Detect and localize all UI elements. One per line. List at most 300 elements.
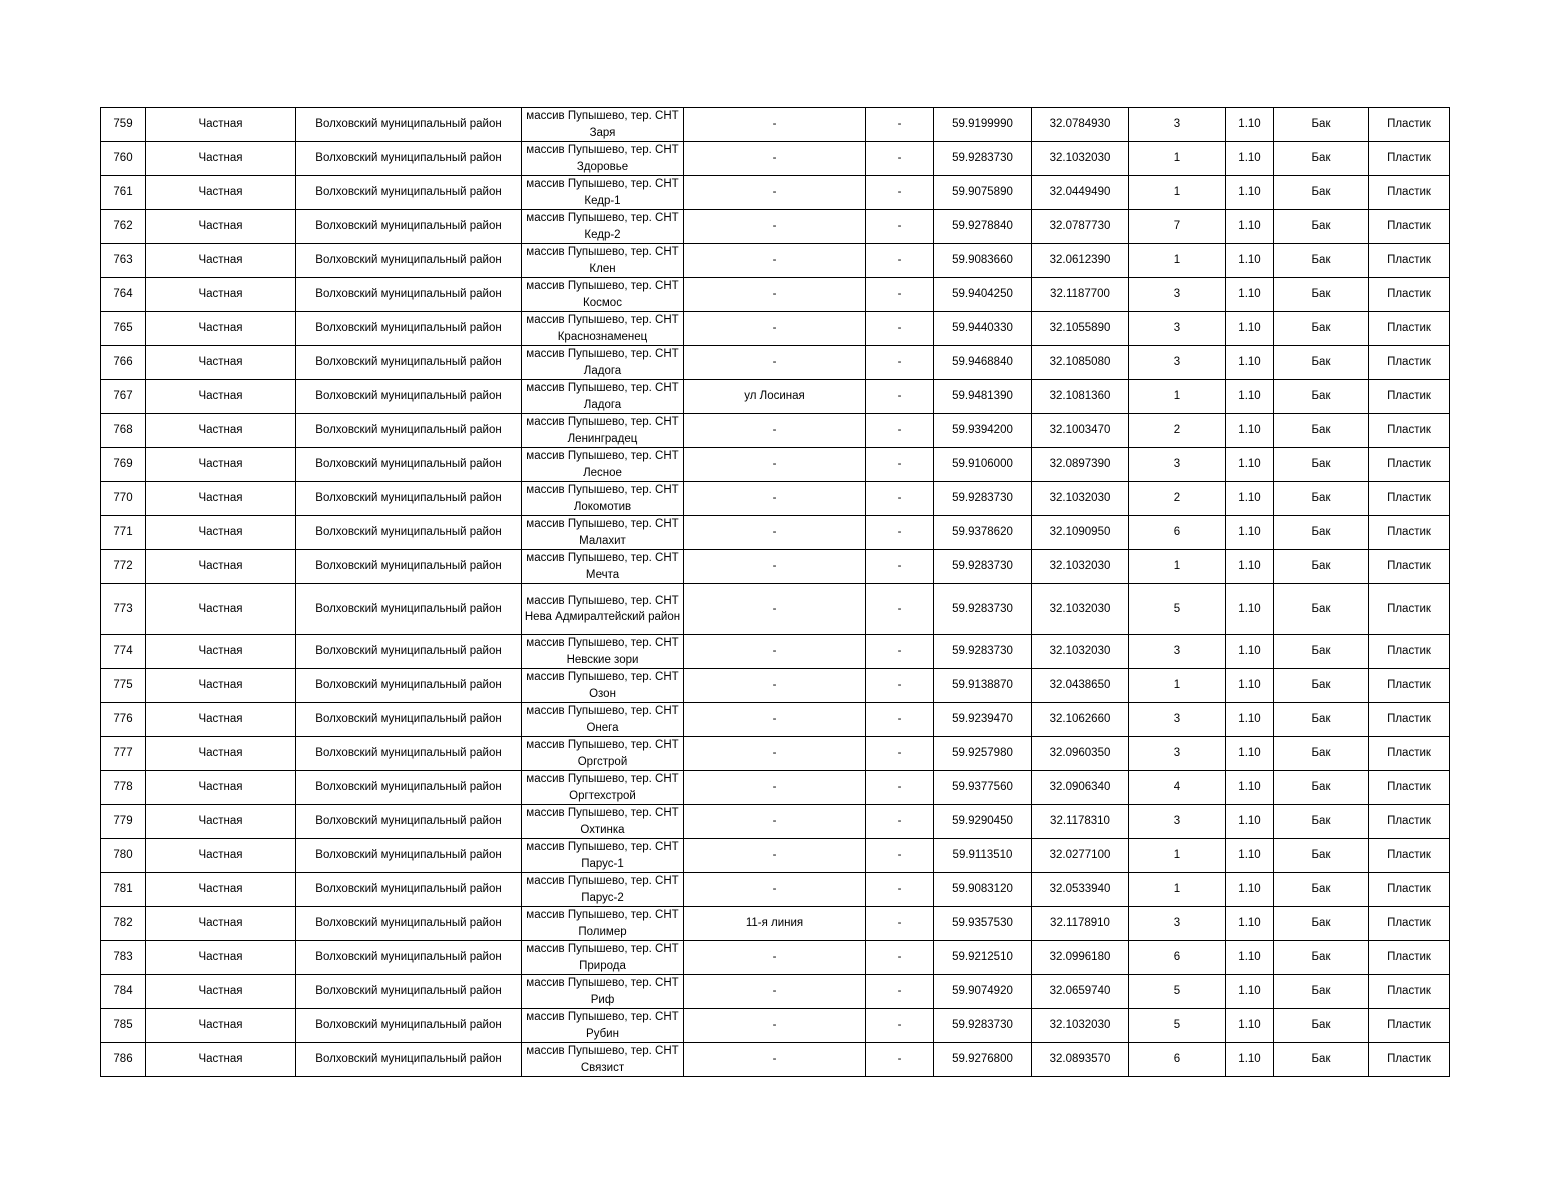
street-cell: -: [684, 448, 866, 482]
house-cell: -: [866, 210, 934, 244]
container-volume-cell: 1.10: [1226, 584, 1274, 635]
latitude-cell: 59.9074920: [934, 975, 1032, 1009]
street-cell: -: [684, 414, 866, 448]
table-row: [101, 414, 1450, 448]
street-cell: -: [684, 635, 866, 669]
container-material-cell: Пластик: [1369, 312, 1450, 346]
street-cell: -: [684, 516, 866, 550]
container-type-cell: Бак: [1274, 584, 1369, 635]
latitude-cell: 59.9283730: [934, 635, 1032, 669]
house-cell: -: [866, 941, 934, 975]
container-material-cell: Пластик: [1369, 771, 1450, 805]
container-count-cell: 6: [1129, 1043, 1226, 1077]
street-cell: -: [684, 873, 866, 907]
container-material-cell: Пластик: [1369, 873, 1450, 907]
house-cell: -: [866, 244, 934, 278]
row-number-cell: 765: [101, 312, 146, 346]
container-type-cell: Бак: [1274, 550, 1369, 584]
district-cell: Волховский муниципальный район: [296, 244, 522, 278]
latitude-cell: 59.9083660: [934, 244, 1032, 278]
table-row: [101, 771, 1450, 805]
address-cell: массив Пупышево, тер. СНТ Природа: [522, 941, 684, 975]
container-type-cell: Бак: [1274, 839, 1369, 873]
container-count-cell: 1: [1129, 873, 1226, 907]
container-material-cell: Пластик: [1369, 737, 1450, 771]
table-row: [101, 703, 1450, 737]
table-row: [101, 873, 1450, 907]
container-type-cell: Бак: [1274, 703, 1369, 737]
table-body: [101, 108, 1450, 1077]
container-type-cell: Бак: [1274, 380, 1369, 414]
street-cell: ул Лосиная: [684, 380, 866, 414]
address-cell: массив Пупышево, тер. СНТ Краснознаменец: [522, 312, 684, 346]
container-volume-cell: 1.10: [1226, 669, 1274, 703]
street-cell: -: [684, 737, 866, 771]
house-cell: -: [866, 805, 934, 839]
longitude-cell: 32.0897390: [1032, 448, 1129, 482]
container-type-cell: Бак: [1274, 448, 1369, 482]
address-cell: массив Пупышево, тер. СНТ Парус-2: [522, 873, 684, 907]
longitude-cell: 32.1032030: [1032, 1009, 1129, 1043]
row-number-cell: 780: [101, 839, 146, 873]
container-type-cell: Бак: [1274, 771, 1369, 805]
ownership-cell: Частная: [146, 635, 296, 669]
latitude-cell: 59.9239470: [934, 703, 1032, 737]
district-cell: Волховский муниципальный район: [296, 278, 522, 312]
ownership-cell: Частная: [146, 210, 296, 244]
row-number-cell: 771: [101, 516, 146, 550]
house-cell: -: [866, 1043, 934, 1077]
row-number-cell: 772: [101, 550, 146, 584]
ownership-cell: Частная: [146, 907, 296, 941]
ownership-cell: Частная: [146, 1009, 296, 1043]
container-volume-cell: 1.10: [1226, 516, 1274, 550]
street-cell: -: [684, 805, 866, 839]
table-row: [101, 669, 1450, 703]
house-cell: -: [866, 312, 934, 346]
container-material-cell: Пластик: [1369, 550, 1450, 584]
district-cell: Волховский муниципальный район: [296, 176, 522, 210]
address-cell: массив Пупышево, тер. СНТ Кедр-2: [522, 210, 684, 244]
container-material-cell: Пластик: [1369, 907, 1450, 941]
ownership-cell: Частная: [146, 737, 296, 771]
row-number-cell: 775: [101, 669, 146, 703]
container-material-cell: Пластик: [1369, 941, 1450, 975]
longitude-cell: 32.0533940: [1032, 873, 1129, 907]
house-cell: -: [866, 1009, 934, 1043]
house-cell: -: [866, 380, 934, 414]
longitude-cell: 32.1032030: [1032, 482, 1129, 516]
container-volume-cell: 1.10: [1226, 975, 1274, 1009]
container-type-cell: Бак: [1274, 1043, 1369, 1077]
container-count-cell: 3: [1129, 448, 1226, 482]
table-row: [101, 278, 1450, 312]
latitude-cell: 59.9199990: [934, 108, 1032, 142]
container-volume-cell: 1.10: [1226, 346, 1274, 380]
container-material-cell: Пластик: [1369, 669, 1450, 703]
district-cell: Волховский муниципальный район: [296, 448, 522, 482]
street-cell: -: [684, 839, 866, 873]
row-number-cell: 770: [101, 482, 146, 516]
latitude-cell: 59.9212510: [934, 941, 1032, 975]
address-cell: массив Пупышево, тер. СНТ Космос: [522, 278, 684, 312]
table-row: [101, 907, 1450, 941]
street-cell: -: [684, 108, 866, 142]
container-material-cell: Пластик: [1369, 244, 1450, 278]
district-cell: Волховский муниципальный район: [296, 805, 522, 839]
table-row: [101, 380, 1450, 414]
row-number-cell: 774: [101, 635, 146, 669]
container-volume-cell: 1.10: [1226, 312, 1274, 346]
district-cell: Волховский муниципальный район: [296, 516, 522, 550]
table-row: [101, 1043, 1450, 1077]
container-count-cell: 1: [1129, 244, 1226, 278]
latitude-cell: 59.9106000: [934, 448, 1032, 482]
row-number-cell: 778: [101, 771, 146, 805]
ownership-cell: Частная: [146, 703, 296, 737]
container-material-cell: Пластик: [1369, 346, 1450, 380]
district-cell: Волховский муниципальный район: [296, 635, 522, 669]
table-row: [101, 805, 1450, 839]
ownership-cell: Частная: [146, 584, 296, 635]
row-number-cell: 785: [101, 1009, 146, 1043]
table-row: [101, 312, 1450, 346]
house-cell: -: [866, 448, 934, 482]
ownership-cell: Частная: [146, 346, 296, 380]
address-cell: массив Пупышево, тер. СНТ Лесное: [522, 448, 684, 482]
street-cell: -: [684, 584, 866, 635]
container-material-cell: Пластик: [1369, 414, 1450, 448]
ownership-cell: Частная: [146, 414, 296, 448]
address-cell: массив Пупышево, тер. СНТ Озон: [522, 669, 684, 703]
latitude-cell: 59.9283730: [934, 142, 1032, 176]
container-volume-cell: 1.10: [1226, 907, 1274, 941]
latitude-cell: 59.9113510: [934, 839, 1032, 873]
address-cell: массив Пупышево, тер. СНТ Клен: [522, 244, 684, 278]
ownership-cell: Частная: [146, 278, 296, 312]
street-cell: -: [684, 278, 866, 312]
ownership-cell: Частная: [146, 771, 296, 805]
table-row: [101, 516, 1450, 550]
container-type-cell: Бак: [1274, 873, 1369, 907]
street-cell: 11-я линия: [684, 907, 866, 941]
latitude-cell: 59.9404250: [934, 278, 1032, 312]
container-volume-cell: 1.10: [1226, 635, 1274, 669]
house-cell: -: [866, 176, 934, 210]
container-count-cell: 3: [1129, 346, 1226, 380]
address-cell: массив Пупышево, тер. СНТ Рубин: [522, 1009, 684, 1043]
ownership-cell: Частная: [146, 244, 296, 278]
container-volume-cell: 1.10: [1226, 482, 1274, 516]
table-row: [101, 975, 1450, 1009]
container-volume-cell: 1.10: [1226, 703, 1274, 737]
row-number-cell: 779: [101, 805, 146, 839]
row-number-cell: 784: [101, 975, 146, 1009]
district-cell: Волховский муниципальный район: [296, 142, 522, 176]
container-volume-cell: 1.10: [1226, 839, 1274, 873]
container-volume-cell: 1.10: [1226, 414, 1274, 448]
address-cell: массив Пупышево, тер. СНТ Локомотив: [522, 482, 684, 516]
container-type-cell: Бак: [1274, 278, 1369, 312]
row-number-cell: 768: [101, 414, 146, 448]
row-number-cell: 782: [101, 907, 146, 941]
container-type-cell: Бак: [1274, 669, 1369, 703]
longitude-cell: 32.1032030: [1032, 142, 1129, 176]
longitude-cell: 32.0996180: [1032, 941, 1129, 975]
address-cell: массив Пупышево, тер. СНТ Оргтехстрой: [522, 771, 684, 805]
house-cell: -: [866, 873, 934, 907]
address-cell: массив Пупышево, тер. СНТ Здоровье: [522, 142, 684, 176]
longitude-cell: 32.1178910: [1032, 907, 1129, 941]
district-cell: Волховский муниципальный район: [296, 975, 522, 1009]
container-material-cell: Пластик: [1369, 839, 1450, 873]
container-volume-cell: 1.10: [1226, 380, 1274, 414]
table-row: [101, 346, 1450, 380]
ownership-cell: Частная: [146, 176, 296, 210]
house-cell: -: [866, 737, 934, 771]
house-cell: -: [866, 346, 934, 380]
district-cell: Волховский муниципальный район: [296, 941, 522, 975]
table-row: [101, 210, 1450, 244]
container-count-cell: 6: [1129, 516, 1226, 550]
address-cell: массив Пупышево, тер. СНТ Охтинка: [522, 805, 684, 839]
latitude-cell: 59.9377560: [934, 771, 1032, 805]
container-material-cell: Пластик: [1369, 210, 1450, 244]
container-type-cell: Бак: [1274, 312, 1369, 346]
container-count-cell: 3: [1129, 907, 1226, 941]
house-cell: -: [866, 584, 934, 635]
container-material-cell: Пластик: [1369, 635, 1450, 669]
house-cell: -: [866, 839, 934, 873]
district-cell: Волховский муниципальный район: [296, 312, 522, 346]
ownership-cell: Частная: [146, 839, 296, 873]
container-count-cell: 7: [1129, 210, 1226, 244]
ownership-cell: Частная: [146, 550, 296, 584]
latitude-cell: 59.9481390: [934, 380, 1032, 414]
container-type-cell: Бак: [1274, 907, 1369, 941]
ownership-cell: Частная: [146, 482, 296, 516]
container-count-cell: 1: [1129, 176, 1226, 210]
district-cell: Волховский муниципальный район: [296, 839, 522, 873]
district-cell: Волховский муниципальный район: [296, 771, 522, 805]
container-volume-cell: 1.10: [1226, 176, 1274, 210]
latitude-cell: 59.9276800: [934, 1043, 1032, 1077]
row-number-cell: 766: [101, 346, 146, 380]
address-cell: массив Пупышево, тер. СНТ Риф: [522, 975, 684, 1009]
address-cell: массив Пупышево, тер. СНТ Онега: [522, 703, 684, 737]
house-cell: -: [866, 482, 934, 516]
house-cell: -: [866, 142, 934, 176]
district-cell: Волховский муниципальный район: [296, 1009, 522, 1043]
table-row: [101, 482, 1450, 516]
row-number-cell: 761: [101, 176, 146, 210]
ownership-cell: Частная: [146, 669, 296, 703]
container-material-cell: Пластик: [1369, 516, 1450, 550]
container-volume-cell: 1.10: [1226, 278, 1274, 312]
longitude-cell: 32.0449490: [1032, 176, 1129, 210]
container-material-cell: Пластик: [1369, 108, 1450, 142]
ownership-cell: Частная: [146, 805, 296, 839]
document-page: [100, 107, 1450, 1077]
container-count-cell: 5: [1129, 1009, 1226, 1043]
container-type-cell: Бак: [1274, 975, 1369, 1009]
latitude-cell: 59.9257980: [934, 737, 1032, 771]
street-cell: -: [684, 1009, 866, 1043]
ownership-cell: Частная: [146, 380, 296, 414]
container-type-cell: Бак: [1274, 244, 1369, 278]
container-volume-cell: 1.10: [1226, 550, 1274, 584]
street-cell: -: [684, 176, 866, 210]
container-volume-cell: 1.10: [1226, 108, 1274, 142]
longitude-cell: 32.1055890: [1032, 312, 1129, 346]
row-number-cell: 769: [101, 448, 146, 482]
latitude-cell: 59.9378620: [934, 516, 1032, 550]
table-row: [101, 635, 1450, 669]
longitude-cell: 32.1085080: [1032, 346, 1129, 380]
longitude-cell: 32.0438650: [1032, 669, 1129, 703]
table-row: [101, 941, 1450, 975]
district-cell: Волховский муниципальный район: [296, 1043, 522, 1077]
street-cell: -: [684, 771, 866, 805]
row-number-cell: 762: [101, 210, 146, 244]
container-count-cell: 4: [1129, 771, 1226, 805]
container-material-cell: Пластик: [1369, 142, 1450, 176]
row-number-cell: 760: [101, 142, 146, 176]
street-cell: -: [684, 482, 866, 516]
longitude-cell: 32.0960350: [1032, 737, 1129, 771]
address-cell: массив Пупышево, тер. СНТ Парус-1: [522, 839, 684, 873]
container-count-cell: 1: [1129, 669, 1226, 703]
row-number-cell: 781: [101, 873, 146, 907]
address-cell: массив Пупышево, тер. СНТ Малахит: [522, 516, 684, 550]
container-material-cell: Пластик: [1369, 176, 1450, 210]
container-material-cell: Пластик: [1369, 975, 1450, 1009]
longitude-cell: 32.1032030: [1032, 584, 1129, 635]
ownership-cell: Частная: [146, 142, 296, 176]
house-cell: -: [866, 108, 934, 142]
street-cell: -: [684, 941, 866, 975]
street-cell: -: [684, 669, 866, 703]
street-cell: -: [684, 142, 866, 176]
ownership-cell: Частная: [146, 1043, 296, 1077]
latitude-cell: 59.9138870: [934, 669, 1032, 703]
house-cell: -: [866, 550, 934, 584]
latitude-cell: 59.9283730: [934, 482, 1032, 516]
row-number-cell: 764: [101, 278, 146, 312]
row-number-cell: 776: [101, 703, 146, 737]
container-type-cell: Бак: [1274, 1009, 1369, 1043]
ownership-cell: Частная: [146, 516, 296, 550]
row-number-cell: 777: [101, 737, 146, 771]
container-material-cell: Пластик: [1369, 703, 1450, 737]
latitude-cell: 59.9290450: [934, 805, 1032, 839]
container-count-cell: 2: [1129, 482, 1226, 516]
container-type-cell: Бак: [1274, 142, 1369, 176]
container-type-cell: Бак: [1274, 482, 1369, 516]
container-material-cell: Пластик: [1369, 278, 1450, 312]
house-cell: -: [866, 414, 934, 448]
house-cell: -: [866, 635, 934, 669]
address-cell: массив Пупышево, тер. СНТ Нева Адмиралтейский район: [522, 584, 684, 635]
table-row: [101, 1009, 1450, 1043]
longitude-cell: 32.1032030: [1032, 635, 1129, 669]
table-row: [101, 176, 1450, 210]
container-type-cell: Бак: [1274, 516, 1369, 550]
longitude-cell: 32.0612390: [1032, 244, 1129, 278]
district-cell: Волховский муниципальный район: [296, 737, 522, 771]
address-cell: массив Пупышево, тер. СНТ Мечта: [522, 550, 684, 584]
container-count-cell: 3: [1129, 278, 1226, 312]
street-cell: -: [684, 346, 866, 380]
district-cell: Волховский муниципальный район: [296, 346, 522, 380]
container-type-cell: Бак: [1274, 805, 1369, 839]
container-material-cell: Пластик: [1369, 805, 1450, 839]
district-cell: Волховский муниципальный район: [296, 584, 522, 635]
container-count-cell: 3: [1129, 805, 1226, 839]
row-number-cell: 786: [101, 1043, 146, 1077]
longitude-cell: 32.0906340: [1032, 771, 1129, 805]
container-count-cell: 5: [1129, 584, 1226, 635]
latitude-cell: 59.9283730: [934, 584, 1032, 635]
longitude-cell: 32.1032030: [1032, 550, 1129, 584]
container-type-cell: Бак: [1274, 635, 1369, 669]
latitude-cell: 59.9394200: [934, 414, 1032, 448]
table-row: [101, 550, 1450, 584]
container-volume-cell: 1.10: [1226, 737, 1274, 771]
ownership-cell: Частная: [146, 448, 296, 482]
container-material-cell: Пластик: [1369, 1009, 1450, 1043]
ownership-cell: Частная: [146, 941, 296, 975]
ownership-cell: Частная: [146, 312, 296, 346]
street-cell: -: [684, 975, 866, 1009]
district-cell: Волховский муниципальный район: [296, 550, 522, 584]
latitude-cell: 59.9440330: [934, 312, 1032, 346]
container-count-cell: 6: [1129, 941, 1226, 975]
table-row: [101, 108, 1450, 142]
container-count-cell: 1: [1129, 550, 1226, 584]
container-volume-cell: 1.10: [1226, 941, 1274, 975]
table-row: [101, 584, 1450, 635]
street-cell: -: [684, 550, 866, 584]
container-volume-cell: 1.10: [1226, 873, 1274, 907]
longitude-cell: 32.0787730: [1032, 210, 1129, 244]
container-volume-cell: 1.10: [1226, 1043, 1274, 1077]
house-cell: -: [866, 278, 934, 312]
container-material-cell: Пластик: [1369, 448, 1450, 482]
address-cell: массив Пупышево, тер. СНТ Ладога: [522, 346, 684, 380]
street-cell: -: [684, 1043, 866, 1077]
street-cell: -: [684, 703, 866, 737]
container-count-cell: 1: [1129, 839, 1226, 873]
container-type-cell: Бак: [1274, 737, 1369, 771]
address-cell: массив Пупышево, тер. СНТ Ленинградец: [522, 414, 684, 448]
container-count-cell: 1: [1129, 380, 1226, 414]
container-count-cell: 3: [1129, 737, 1226, 771]
row-number-cell: 773: [101, 584, 146, 635]
house-cell: -: [866, 975, 934, 1009]
container-type-cell: Бак: [1274, 108, 1369, 142]
container-count-cell: 5: [1129, 975, 1226, 1009]
longitude-cell: 32.1178310: [1032, 805, 1129, 839]
container-volume-cell: 1.10: [1226, 244, 1274, 278]
container-count-cell: 2: [1129, 414, 1226, 448]
container-volume-cell: 1.10: [1226, 805, 1274, 839]
longitude-cell: 32.0893570: [1032, 1043, 1129, 1077]
house-cell: -: [866, 669, 934, 703]
address-cell: массив Пупышево, тер. СНТ Ладога: [522, 380, 684, 414]
longitude-cell: 32.1062660: [1032, 703, 1129, 737]
district-cell: Волховский муниципальный район: [296, 108, 522, 142]
